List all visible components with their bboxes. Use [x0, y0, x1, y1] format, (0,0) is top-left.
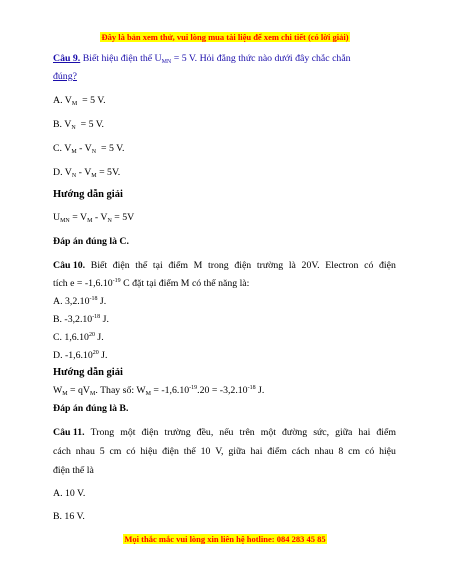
word: hiệu: [140, 446, 158, 457]
word: điểm: [168, 260, 188, 271]
q10-option-d: [53, 350, 107, 362]
opt-text: B. -3,2.10: [53, 314, 93, 325]
word: cách: [291, 446, 310, 457]
opt-text: A. V: [53, 95, 72, 106]
word: hai: [250, 446, 263, 457]
word: cm: [109, 446, 122, 457]
sol-text: . Thay số: W: [95, 385, 146, 396]
sol-sub: MN: [60, 218, 70, 224]
q11-option-a: A. 10 V.: [53, 488, 86, 499]
word: đều,: [196, 427, 214, 438]
stem-sup: -19: [112, 278, 121, 284]
sol-text: W: [53, 385, 63, 396]
opt-sup: -18: [92, 314, 101, 320]
opt-sub: M: [91, 173, 97, 179]
q9-text: Biết hiệu điện thế U: [82, 53, 162, 64]
word: tại: [152, 260, 163, 271]
word: thế: [183, 446, 196, 457]
word: trường: [164, 427, 191, 438]
word: thế: [135, 260, 148, 271]
word: Electron: [325, 260, 359, 271]
word: giữa: [335, 427, 353, 438]
word: trường: [256, 260, 284, 271]
opt-sup: 20: [92, 350, 99, 356]
q9-solution: [53, 212, 134, 224]
word: điểm: [376, 427, 396, 438]
word: là: [288, 260, 296, 271]
word: có: [126, 446, 136, 457]
hotline-banner: [0, 529, 450, 547]
opt-text: - V: [76, 167, 92, 178]
q10-option-b: [53, 314, 109, 326]
word: điện: [112, 260, 130, 271]
opt-text: = 5 V.: [101, 143, 125, 154]
sol-text: = V: [69, 212, 88, 223]
q9-sub: MN: [161, 59, 172, 65]
sol-sup: -19: [189, 385, 198, 391]
opt-sub: M: [71, 149, 77, 155]
q9-option-d: [53, 167, 120, 179]
q11-label: Câu 11.: [53, 427, 85, 438]
sol-sup: -18: [247, 385, 256, 391]
q9-label: Câu 9.: [53, 53, 81, 64]
sol-sub: M: [62, 391, 68, 397]
q9-option-c: [53, 143, 124, 155]
q10-answer: Đáp án đúng là B.: [53, 403, 129, 414]
opt-sub: M: [71, 101, 78, 107]
sol-sub: M: [90, 391, 96, 397]
q11-option-b: B. 16 V.: [53, 511, 85, 522]
sol-text: = -1,6.10: [150, 385, 190, 396]
q9-text: = 5 V. Hỏi đẳng thức nào dưới đây chắc chắn: [173, 53, 351, 64]
q10-stem-line1: [53, 260, 396, 272]
word: điện: [141, 427, 159, 438]
word: cm: [348, 446, 361, 457]
word: cách: [53, 446, 71, 457]
q11-stem-line3: điện thế là: [53, 465, 94, 476]
word: trong: [208, 260, 229, 271]
opt-text: D. V: [53, 167, 72, 178]
opt-text: J.: [98, 350, 108, 361]
q10-option-c: [53, 332, 104, 344]
opt-text: J.: [94, 332, 104, 343]
opt-text: - V: [76, 143, 92, 154]
word: có: [364, 446, 375, 457]
word: điện: [234, 260, 252, 271]
sol-sub: N: [107, 218, 112, 224]
q9-answer: Đáp án đúng là C.: [53, 236, 129, 247]
word: 8: [338, 446, 344, 457]
word: giữa: [228, 446, 246, 457]
word: đường: [281, 427, 308, 438]
opt-text: C. V: [53, 143, 72, 154]
q10-stem-line2: [53, 278, 249, 290]
q10-label: Câu 10.: [53, 260, 86, 271]
word: điểm: [267, 446, 287, 457]
sol-text: .20 = -3,2.10: [197, 385, 248, 396]
sol-text: U: [53, 212, 61, 223]
opt-text: J.: [100, 314, 109, 325]
word: hiệu: [379, 446, 396, 457]
stem-text: C đặt tại điểm M có thế năng là:: [120, 278, 250, 289]
word: 20V.: [301, 260, 320, 271]
sol-text: = qV: [67, 385, 90, 396]
q10-option-a: [53, 296, 106, 308]
q9-option-a: [53, 95, 106, 107]
word: nếu: [219, 427, 234, 438]
opt-sup: 20: [88, 332, 95, 338]
q9-stem-line1: [53, 53, 351, 65]
word: M: [193, 260, 203, 271]
sol-text: - V: [92, 212, 108, 223]
sol-text: = 5V: [111, 212, 135, 223]
q9-guide-title: Hướng dẫn giải: [53, 189, 123, 200]
word: một: [260, 427, 276, 438]
q9-option-b: [53, 119, 104, 131]
word: 5: [99, 446, 105, 457]
word: 10: [200, 446, 211, 457]
opt-sub: N: [71, 125, 76, 131]
opt-text: J.: [97, 296, 107, 307]
q9-stem-line2: đúng?: [53, 71, 77, 82]
opt-text: A. 3,2.10: [53, 296, 90, 307]
word: nhau: [314, 446, 334, 457]
word: có: [364, 260, 374, 271]
stem-text: tích e = -1,6.10: [53, 278, 113, 289]
opt-sub: N: [91, 149, 97, 155]
word: Trong: [90, 427, 115, 438]
sol-text: J.: [255, 385, 265, 396]
sol-sub: M: [87, 218, 93, 224]
q10-solution: [53, 385, 264, 397]
word: điện: [379, 260, 396, 271]
word: điện: [162, 446, 179, 457]
preview-banner: [0, 27, 450, 45]
opt-sup: -18: [89, 296, 98, 302]
opt-text: = 5V.: [99, 167, 121, 178]
opt-text: = 5 V.: [82, 95, 106, 106]
opt-text: = 5 V.: [80, 119, 104, 130]
opt-text: C. 1,6.10: [53, 332, 89, 343]
word: V,: [215, 446, 224, 457]
word: một: [120, 427, 136, 438]
opt-sub: N: [71, 173, 77, 179]
q11-stem-line2: [53, 446, 396, 458]
sol-sub: M: [145, 391, 151, 397]
hotline-banner-text: Mọi thắc mắc vui lòng xin liên hệ hotline: 084 283 45 85: [124, 534, 326, 544]
opt-text: D. -1,6.10: [53, 350, 93, 361]
word: sức,: [313, 427, 330, 438]
q11-stem-line1: [53, 427, 396, 439]
q10-guide-title: Hướng dẫn giải: [53, 367, 123, 378]
opt-text: B. V: [53, 119, 72, 130]
word: trên: [239, 427, 255, 438]
preview-banner-text: Đây là bản xem thử, vui lòng mua tài liệu để xem chi tiết (có lời giải): [101, 32, 349, 42]
word: nhau: [75, 446, 95, 457]
word: Biết: [90, 260, 108, 271]
word: hai: [358, 427, 371, 438]
